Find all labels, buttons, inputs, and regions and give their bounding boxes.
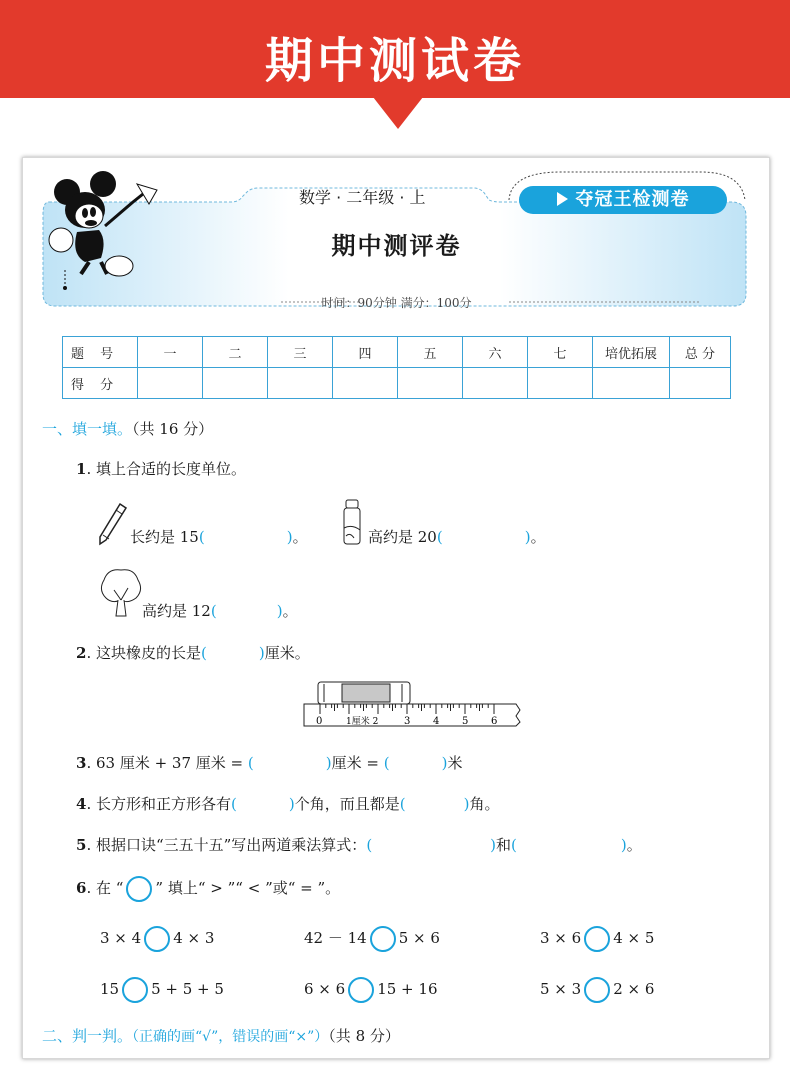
compare-left: 42 － 14: [304, 929, 367, 947]
question-text-mid: 个角，而且都是: [294, 795, 400, 813]
ruler-label: 6: [491, 716, 498, 727]
table-header-cell: 六: [463, 337, 528, 368]
exam-header: [41, 170, 752, 308]
exam-time-info: 时间：90分钟 满分：100分: [321, 296, 472, 310]
compare-circle-blank[interactable]: [144, 926, 170, 952]
answer-close-paren: ): [463, 795, 470, 813]
question-1b-text: 高约是 20: [368, 528, 437, 546]
section-title-text: 一、填一填。: [42, 420, 133, 438]
answer-open-paren: (: [383, 754, 390, 772]
table-header-cell: 一: [138, 337, 203, 368]
question-number: 5: [76, 836, 87, 854]
section-2-title: [42, 1025, 400, 1046]
ruler-label: 4: [433, 716, 440, 727]
question-1a: [130, 526, 308, 547]
compare-circle-blank[interactable]: [122, 977, 148, 1003]
answer-open-paren: (: [247, 754, 254, 772]
table-row-label: 得 分: [63, 368, 138, 399]
table-header-cell: 五: [398, 337, 463, 368]
badge-text: 夺冠王检测卷: [575, 189, 690, 210]
table-header-cell: 培优拓展: [593, 337, 670, 368]
punctuation: 。: [530, 528, 546, 546]
question-text: . 63 厘米 + 37 厘米 =: [86, 754, 248, 772]
question-number: 6: [76, 879, 87, 897]
table-header-cell: 七: [528, 337, 593, 368]
answer-close-paren: ): [288, 795, 295, 813]
question-number: 2: [76, 644, 87, 662]
punctuation: 。: [282, 602, 298, 620]
answer-close-paren: ): [258, 644, 265, 662]
question-2: [76, 642, 310, 663]
ruler-label: 5: [462, 716, 469, 727]
question-text-after: 。: [626, 836, 642, 854]
compare-right: 15 + 16: [377, 980, 438, 998]
answer-close-paren: ): [441, 754, 448, 772]
exam-title: 期中测评卷: [331, 231, 462, 260]
answer-close-paren: ): [286, 528, 293, 546]
thermos-icon: [340, 498, 366, 548]
table-row: [63, 368, 731, 399]
compare-circle-blank[interactable]: [348, 977, 374, 1003]
question-text-mid: 和: [496, 836, 512, 854]
question-number: 1: [76, 460, 87, 478]
circle-icon: [126, 876, 152, 902]
section-points: （共 16 分）: [132, 420, 214, 438]
compare-right: 4 × 3: [173, 929, 215, 947]
compare-right: 5 + 5 + 5: [151, 980, 224, 998]
question-1: [76, 458, 246, 479]
table-header-cell: 二: [203, 337, 268, 368]
answer-open-paren: (: [399, 795, 406, 813]
compare-circle-blank[interactable]: [584, 977, 610, 1003]
section-title-text: 二、判一判。: [42, 1027, 133, 1045]
ruler-with-eraser: [302, 680, 526, 728]
table-header-cell: 总 分: [670, 337, 731, 368]
answer-open-paren: (: [230, 795, 237, 813]
question-1a-text: 长约是 15: [130, 528, 199, 546]
section-1-title: [42, 418, 213, 439]
banner-arrow: [373, 97, 423, 129]
table-header-cell: 题 号: [63, 337, 138, 368]
score-cell[interactable]: [333, 368, 398, 399]
compare-item: [100, 977, 224, 1003]
ruler-shape: [304, 704, 520, 726]
answer-open-paren: (: [366, 836, 373, 854]
score-cell[interactable]: [203, 368, 268, 399]
tree-icon: [98, 566, 144, 618]
score-cell[interactable]: [670, 368, 731, 399]
competition-badge: [519, 186, 727, 214]
score-table: [62, 336, 731, 399]
compare-circle-blank[interactable]: [584, 926, 610, 952]
compare-item: [304, 926, 440, 952]
question-text: . 这块橡皮的长是: [86, 644, 201, 662]
answer-close-paren: ): [276, 602, 283, 620]
question-text: . 根据口诀“三五十五”写出两道乘法算式：: [86, 836, 367, 854]
score-cell[interactable]: [528, 368, 593, 399]
answer-open-paren: (: [200, 644, 207, 662]
question-text-after: ” 填上“ > ”“ < ”或“ = ”。: [155, 879, 341, 897]
compare-left: 3 × 6: [540, 929, 582, 947]
question-6: [76, 876, 340, 902]
compare-item: [304, 977, 437, 1003]
compare-left: 3 × 4: [100, 929, 142, 947]
question-4: [76, 793, 499, 814]
answer-close-paren: ): [490, 836, 497, 854]
play-icon: [557, 192, 568, 206]
ruler-label: 1厘米 2: [346, 717, 379, 727]
score-cell[interactable]: [463, 368, 528, 399]
score-cell[interactable]: [268, 368, 333, 399]
compare-right: 4 × 5: [613, 929, 655, 947]
question-number: 4: [76, 795, 87, 813]
question-number: 3: [76, 754, 87, 772]
table-header-cell: 三: [268, 337, 333, 368]
question-1b: [368, 526, 546, 547]
answer-open-paren: (: [436, 528, 443, 546]
score-cell[interactable]: [593, 368, 670, 399]
question-1c-text: 高约是 12: [142, 602, 211, 620]
compare-item: [540, 926, 654, 952]
compare-circle-blank[interactable]: [370, 926, 396, 952]
punctuation: 。: [292, 528, 308, 546]
question-text: . 填上合适的长度单位。: [86, 460, 246, 478]
section-points: （共 8 分）: [328, 1027, 400, 1045]
question-text-after: 米: [447, 754, 463, 772]
question-text: . 长方形和正方形各有: [86, 795, 231, 813]
section-note: （正确的画“√”，错误的画“×”）: [132, 1029, 329, 1045]
compare-left: 6 × 6: [304, 980, 346, 998]
score-cell[interactable]: [138, 368, 203, 399]
compare-left: 5 × 3: [540, 980, 582, 998]
pencil-icon: [98, 502, 128, 546]
question-text-mid: 厘米 =: [331, 754, 384, 772]
answer-close-paren: ): [325, 754, 332, 772]
banner-title: 期中测试卷: [264, 33, 525, 89]
table-row: [63, 337, 731, 368]
question-text-after: 角。: [469, 795, 500, 813]
score-cell[interactable]: [398, 368, 463, 399]
table-header-cell: 四: [333, 337, 398, 368]
question-3: [76, 752, 462, 773]
compare-right: 5 × 6: [398, 929, 440, 947]
question-text-after: 厘米。: [264, 644, 310, 662]
compare-right: 2 × 6: [613, 980, 655, 998]
question-5: [76, 834, 642, 855]
question-1c: [142, 600, 298, 621]
answer-open-paren: (: [511, 836, 517, 854]
answer-open-paren: (: [210, 602, 217, 620]
ruler-label: 0: [316, 716, 323, 727]
answer-open-paren: (: [198, 528, 205, 546]
compare-left: 15: [100, 980, 120, 998]
compare-item: [100, 926, 214, 952]
question-text: . 在 “: [86, 879, 124, 897]
ruler-label: 3: [404, 716, 411, 727]
compare-item: [540, 977, 654, 1003]
answer-close-paren: ): [620, 836, 627, 854]
subject-label: 数学 · 二年级 · 上: [299, 188, 426, 207]
answer-close-paren: ): [524, 528, 531, 546]
